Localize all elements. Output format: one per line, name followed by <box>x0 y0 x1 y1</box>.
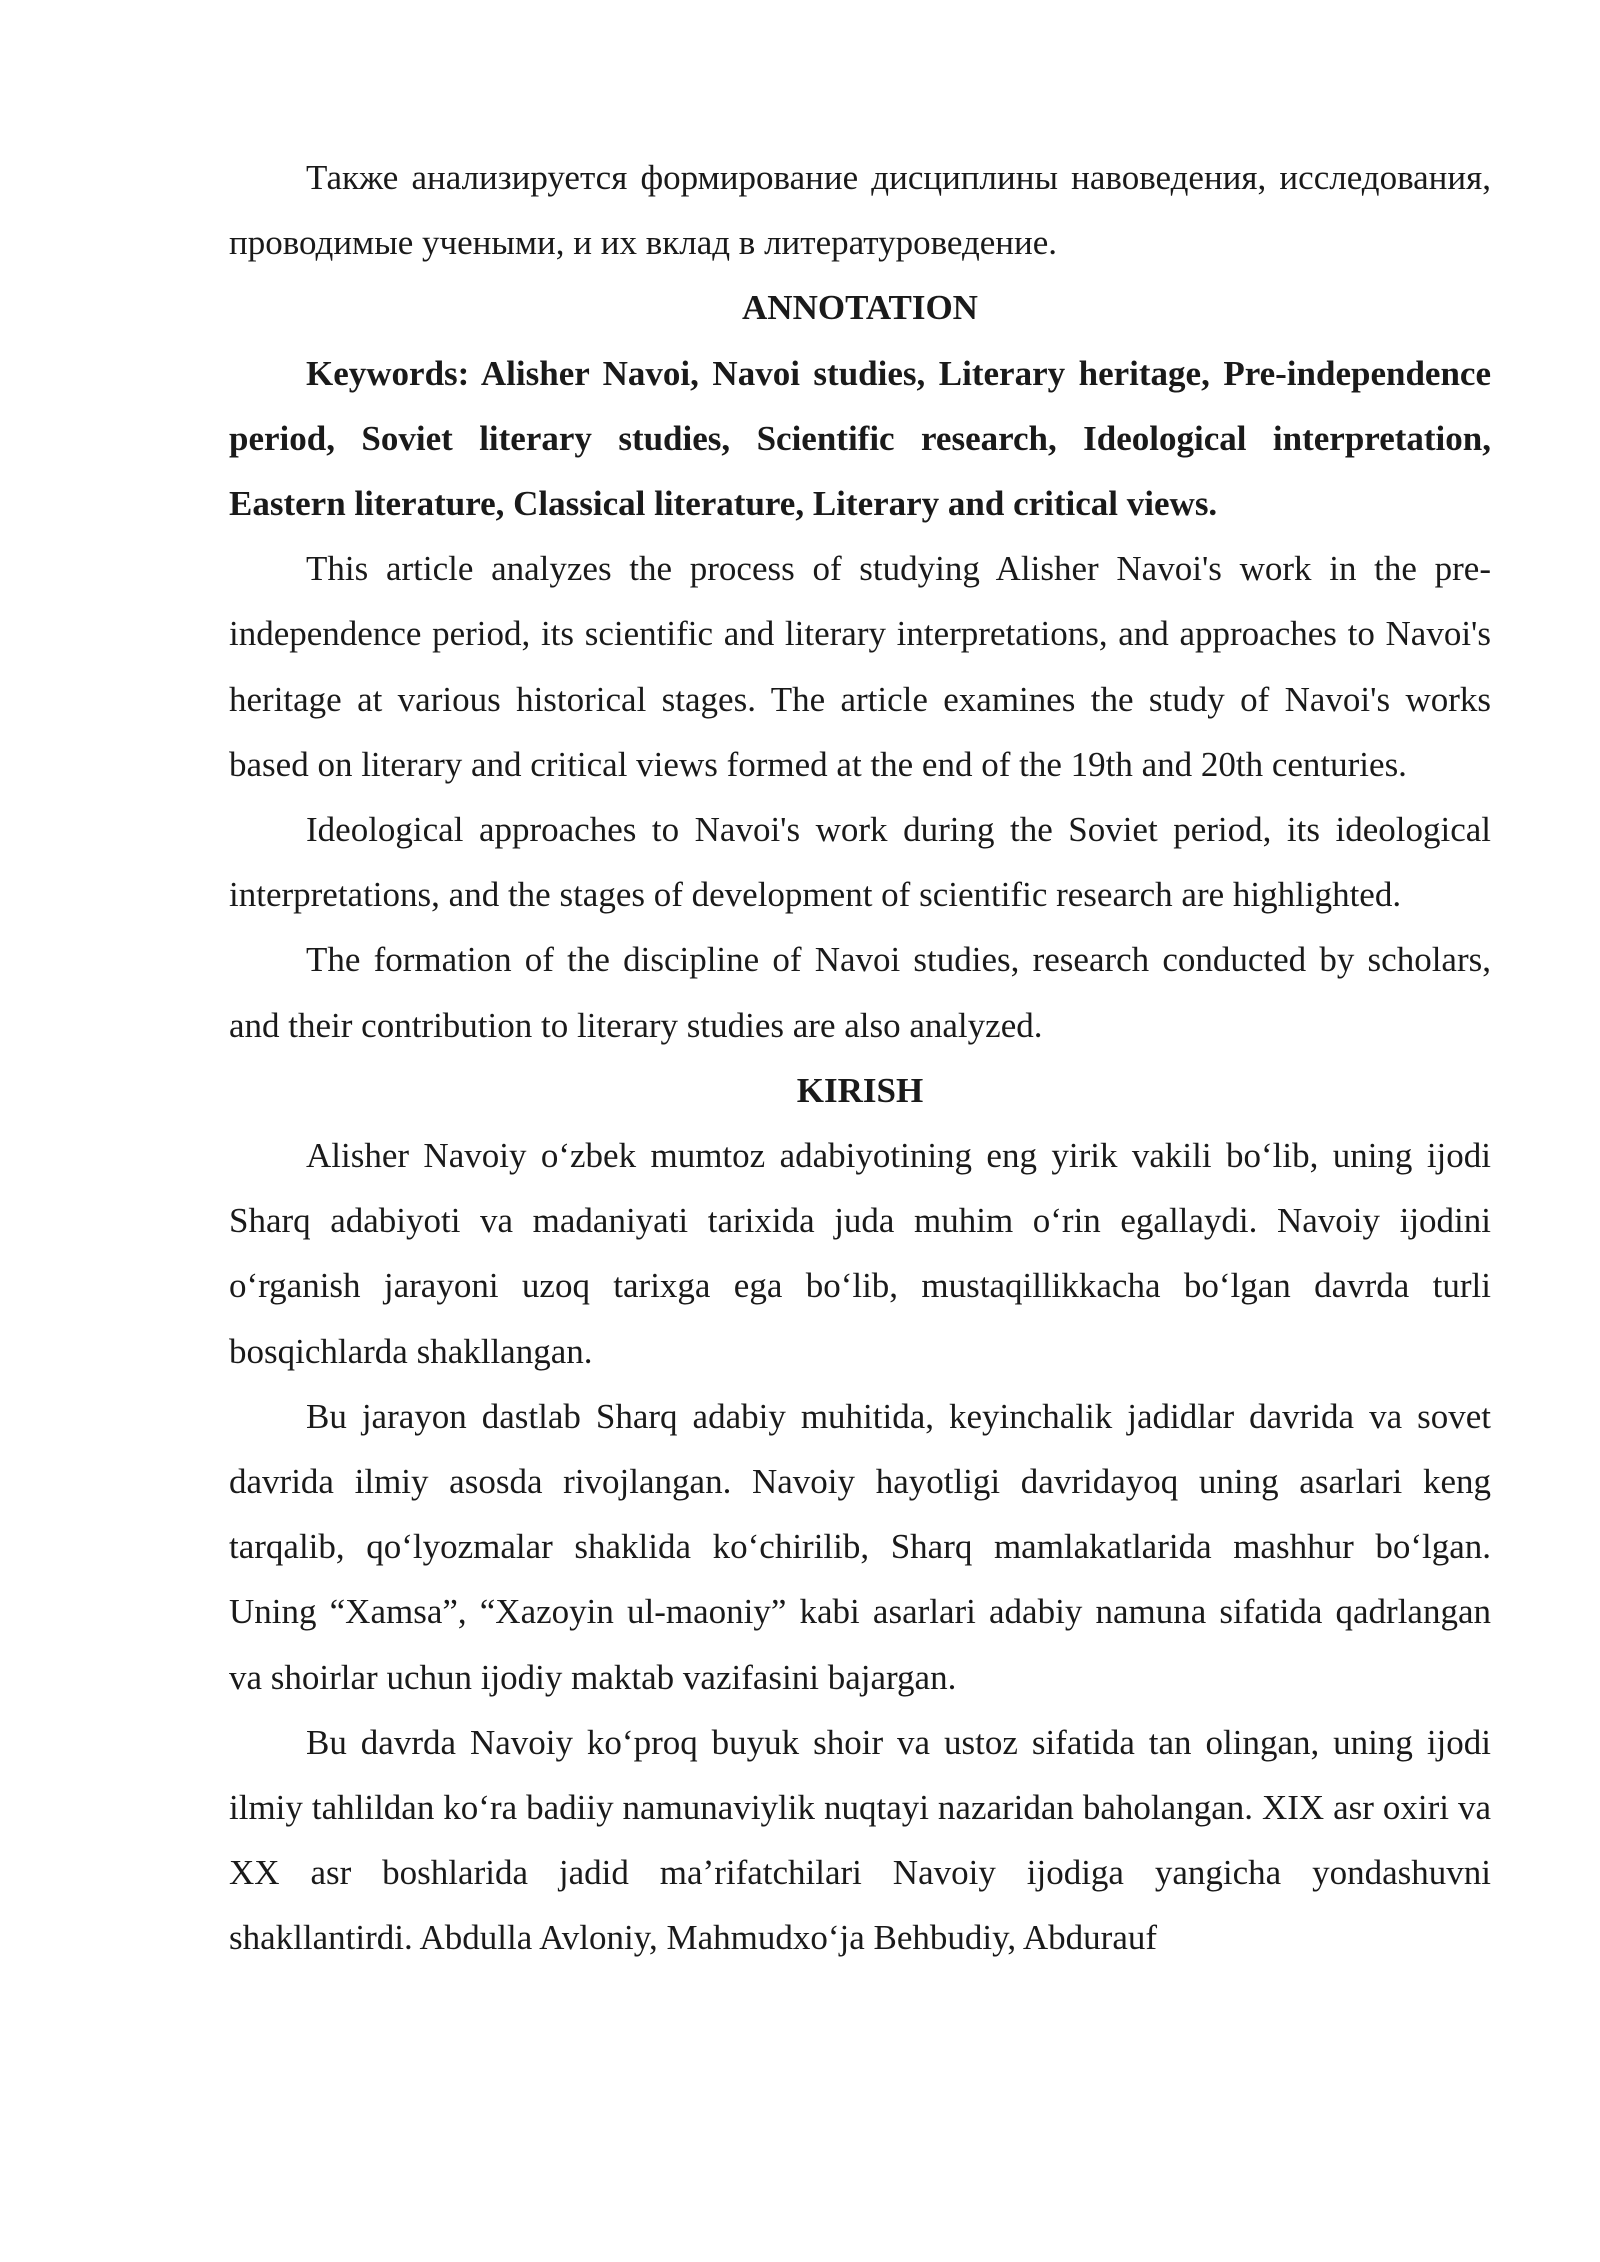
annotation-paragraph: The formation of the discipline of Navoi studies, research conducted by scholars, and their contribution to literary studies are also analyzed. <box>229 940 1491 1045</box>
document-page <box>229 145 1491 1971</box>
kirish-heading: KIRISH <box>796 1070 924 1110</box>
kirish-paragraph: Alisher Navoiy oʻzbek mumtoz adabiyotining eng yirik vakili boʻlib, uning ijodi Sharq adabiyoti va madaniyati tarixida juda muhim oʻrin egallaydi. Navoiy ijodini oʻrganish jarayoni uzoq tarixga ega boʻlib, mustaqillikkacha boʻlgan davrda turli bosqichlarda shakllangan. <box>229 1136 1491 1371</box>
annotation-paragraph: Ideological approaches to Navoi's work during the Soviet period, its ideological interpretations, and the stages of development of scientific research are highlighted. <box>229 810 1491 915</box>
annotation-heading: ANNOTATION <box>742 288 978 328</box>
kirish-paragraph: Bu davrda Navoiy koʻproq buyuk shoir va ustoz sifatida tan olingan, uning ijodi ilmiy tahlildan koʻra badiiy namunaviylik nuqtayi nazaridan baholangan. XIX asr oxiri va XX asr boshlarida jadid maʼrifatchilari Navoiy ijodiga yangicha yondashuvni shakllantirdi. Abdulla Avloniy, Mahmudxoʻja Behbudiy, Abdurauf <box>229 1722 1491 1958</box>
kirish-paragraph: Bu jarayon dastlab Sharq adabiy muhitida, keyinchalik jadidlar davrida va sovet davrida ilmiy asosda rivojlangan. Navoiy hayotligi davridayoq uning asarlari keng tarqalib, qoʻlyozmalar shaklida koʻchirilib, Sharq mamlakatlarida mashhur boʻlgan. Uning “Xamsa”, “Xazoyin ul-maoniy” kabi asarlari adabiy namuna sifatida qadrlangan va shoirlar uchun ijodiy maktab vazifasini bajargan. <box>229 1396 1491 1697</box>
annotation-paragraph: This article analyzes the process of studying Alisher Navoi's work in the pre-independence period, its scientific and literary interpretations, and approaches to Navoi's heritage at various historical stages. The article examines the study of Navoi's works based on literary and critical views formed at the end of the 19th and 20th centuries. <box>229 549 1491 784</box>
keywords-paragraph: Keywords: Alisher Navoi, Navoi studies, Literary heritage, Pre-independence period, Soviet literary studies, Scientific research, Ideological interpretation, Eastern literature, Classical literature, Literary and critical views. <box>229 353 1491 524</box>
intro-paragraph-ru: Также анализируется формирование дисциплины навоведения, исследования, проводимые учеными, и их вклад в литературоведение. <box>229 158 1491 263</box>
